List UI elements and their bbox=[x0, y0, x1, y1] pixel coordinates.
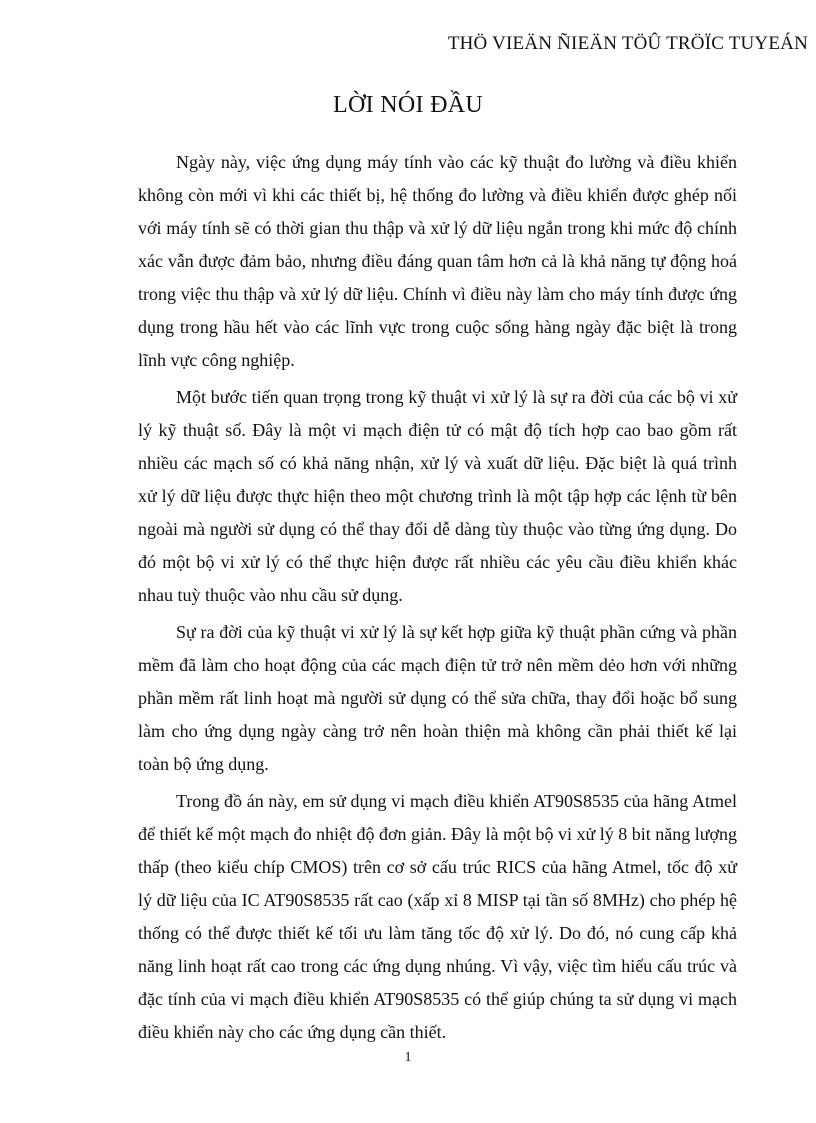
page-title: LỜI NÓI ĐẦU bbox=[333, 92, 483, 118]
paragraph-microprocessor: Một bước tiến quan trọng trong kỹ thuật vi xử lý là sự ra đời của các bộ vi xử lý kỹ thuật số. Đây là một vi mạch điện tử có mật độ tích hợp cao bao gồm rất nhiều các mạch số có khả năng nhận, xử lý và xuất dữ liệu. Đặc biệt là quá trình xử lý dữ liệu được thực hiện theo một chương trình là một tập hợp các lệnh từ bên ngoài mà người sử dụng có thể thay đổi dễ dàng tùy thuộc vào từng ứng dụng. Do đó một bộ vi xử lý có thể thực hiện được rất nhiều các yêu cầu điều khiển khác nhau tuỳ thuộc vào nhu cầu sử dụng. bbox=[138, 387, 737, 605]
paragraph-hardware-software: Sự ra đời của kỹ thuật vi xử lý là sự kết hợp giữa kỹ thuật phần cứng và phần mềm đã làm cho hoạt động của các mạch điện tử trở nên mềm dẻo hơn với những phần mềm rất linh hoạt mà người sử dụng có thể sửa chữa, thay đổi hoặc bổ sung làm cho ứng dụng ngày càng trở nên hoàn thiện mà không cần phải thiết kế lại toàn bộ ứng dụng. bbox=[138, 622, 737, 774]
page-number: 1 bbox=[404, 1050, 412, 1065]
paragraph-project: Trong đồ án này, em sử dụng vi mạch điều khiển AT90S8535 của hãng Atmel để thiết kế một mạch đo nhiệt độ đơn giản. Đây là một bộ vi xử lý 8 bit năng lượng thấp (theo kiểu chíp CMOS) trên cơ sở cấu trúc RICS của hãng Atmel, tốc độ xử lý dữ liệu của IC AT90S8535 rất cao (xấp xỉ 8 MISP tại tần số 8MHz) cho phép hệ thống có thể được thiết kế tối ưu làm tăng tốc độ xử lý. Do đó, nó cung cấp khả năng linh hoạt rất cao trong các ứng dụng nhúng. Vì vậy, việc tìm hiểu cấu trúc và đặc tính của vi mạch điều khiển AT90S8535 có thể giúp chúng ta sử dụng vi mạch điều khiển này cho các ứng dụng cần thiết. bbox=[138, 791, 737, 1042]
document-body bbox=[138, 146, 737, 1053]
library-header-banner: THÖ VIEÄN ÑIEÄN TÖÛ TRÖÏC TUYEÁN bbox=[447, 33, 808, 54]
paragraph-intro: Ngày này, việc ứng dụng máy tính vào các kỹ thuật đo lường và điều khiển không còn mới vì khi các thiết bị, hệ thống đo lường và điều khiển được ghép nối với máy tính sẽ có thời gian thu thập và xử lý dữ liệu ngắn trong khi mức độ chính xác vẫn được đảm bảo, nhưng điều đáng quan tâm hơn cả là khả năng tự động hoá trong việc thu thập và xử lý dữ liệu. Chính vì điều này làm cho máy tính được ứng dụng trong hầu hết vào các lĩnh vực trong cuộc sống hàng ngày đặc biệt là trong lĩnh vực công nghiệp. bbox=[138, 152, 737, 370]
